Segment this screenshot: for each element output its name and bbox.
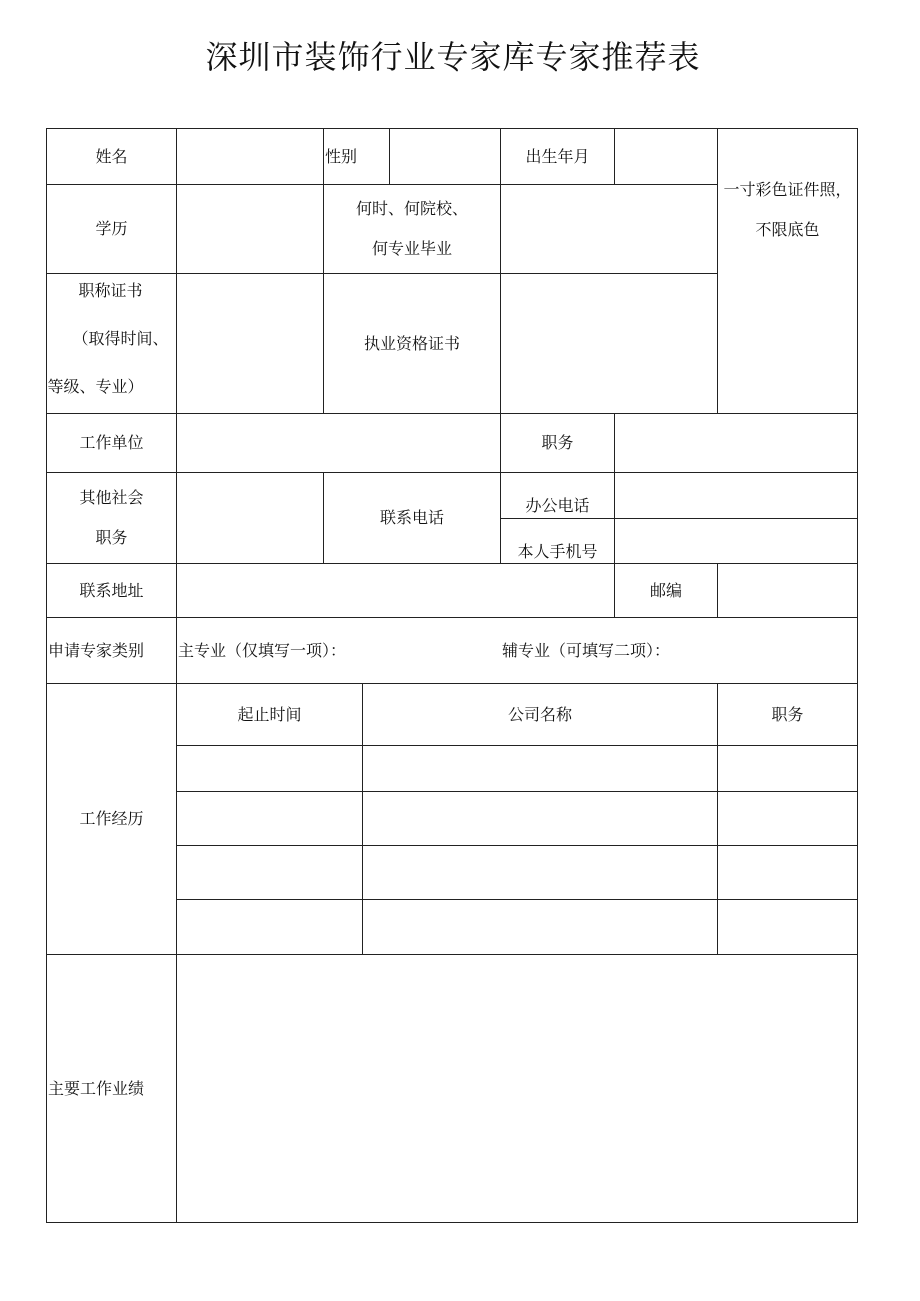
- gender-field[interactable]: [390, 129, 500, 184]
- graduation-label: [324, 185, 500, 273]
- aux-major-field[interactable]: 辅专业（可填写二项）：: [502, 640, 671, 660]
- gender-label: 性别: [325, 146, 358, 166]
- social-position-field[interactable]: [177, 473, 323, 563]
- main-major-field[interactable]: 主专业（仅填写一项）：: [178, 640, 347, 660]
- postcode-label: 邮编: [649, 580, 682, 600]
- achievements-field[interactable]: [177, 955, 857, 1222]
- social-position-label: [47, 473, 176, 563]
- work-history-label: 工作经历: [79, 809, 144, 829]
- position-field[interactable]: [615, 414, 857, 472]
- graduation-label-line: 何时、何院校、: [355, 199, 468, 218]
- history-position-field[interactable]: [718, 846, 857, 899]
- birth-field[interactable]: [615, 129, 717, 184]
- birth-label: 出生年月: [525, 146, 590, 166]
- graduation-field[interactable]: [501, 185, 717, 273]
- history-company-field[interactable]: [363, 900, 717, 954]
- photo-area[interactable]: [718, 170, 857, 240]
- history-position-field[interactable]: [718, 900, 857, 954]
- history-period-field[interactable]: [177, 792, 362, 845]
- practice-cert-label: 执业资格证书: [363, 333, 460, 353]
- title-cert-label-line: 职称证书: [78, 281, 143, 300]
- address-field[interactable]: [177, 564, 614, 617]
- postcode-field[interactable]: [718, 564, 857, 617]
- history-period-field[interactable]: [177, 746, 362, 791]
- work-unit-label: 工作单位: [79, 433, 144, 453]
- mobile-field[interactable]: [615, 519, 857, 563]
- rule: [857, 128, 858, 1223]
- social-position-label-line: 职务: [95, 528, 128, 547]
- category-label: 申请专家类别: [48, 640, 145, 660]
- education-field[interactable]: [177, 185, 323, 273]
- company-header: 公司名称: [507, 704, 572, 724]
- title-cert-label: [47, 264, 176, 414]
- name-field[interactable]: [177, 129, 323, 184]
- position-label: 职务: [541, 433, 574, 453]
- achievements-label: 主要工作业绩: [48, 1078, 145, 1098]
- rule: [46, 1222, 858, 1223]
- title-cert-field[interactable]: [177, 274, 323, 413]
- mobile-label: 本人手机号: [517, 542, 598, 562]
- office-phone-field[interactable]: [615, 473, 857, 518]
- period-header: 起止时间: [237, 704, 302, 724]
- history-company-field[interactable]: [363, 746, 717, 791]
- photo-instruction: 不限底色: [755, 220, 820, 239]
- education-label: 学历: [95, 219, 128, 239]
- history-position-field[interactable]: [718, 792, 857, 845]
- history-period-field[interactable]: [177, 900, 362, 954]
- work-unit-field[interactable]: [177, 414, 500, 472]
- practice-cert-field[interactable]: [501, 274, 717, 413]
- photo-instruction: 一寸彩色证件照，: [723, 180, 852, 199]
- page-title: 深圳市装饰行业专家库专家推荐表: [205, 38, 701, 76]
- history-position-field[interactable]: [718, 746, 857, 791]
- contact-phone-label: 联系电话: [379, 508, 444, 528]
- history-period-field[interactable]: [177, 846, 362, 899]
- address-label: 联系地址: [79, 580, 144, 600]
- office-phone-label: 办公电话: [525, 496, 590, 516]
- social-position-label-line: 其他社会: [79, 488, 144, 507]
- graduation-label-line: 何专业毕业: [371, 239, 452, 258]
- title-cert-label-line: 等级、专业）: [47, 377, 144, 396]
- name-label: 姓名: [95, 146, 128, 166]
- title-cert-label-line: （取得时间、: [72, 329, 169, 348]
- history-company-field[interactable]: [363, 792, 717, 845]
- history-company-field[interactable]: [363, 846, 717, 899]
- history-position-header: 职务: [771, 704, 804, 724]
